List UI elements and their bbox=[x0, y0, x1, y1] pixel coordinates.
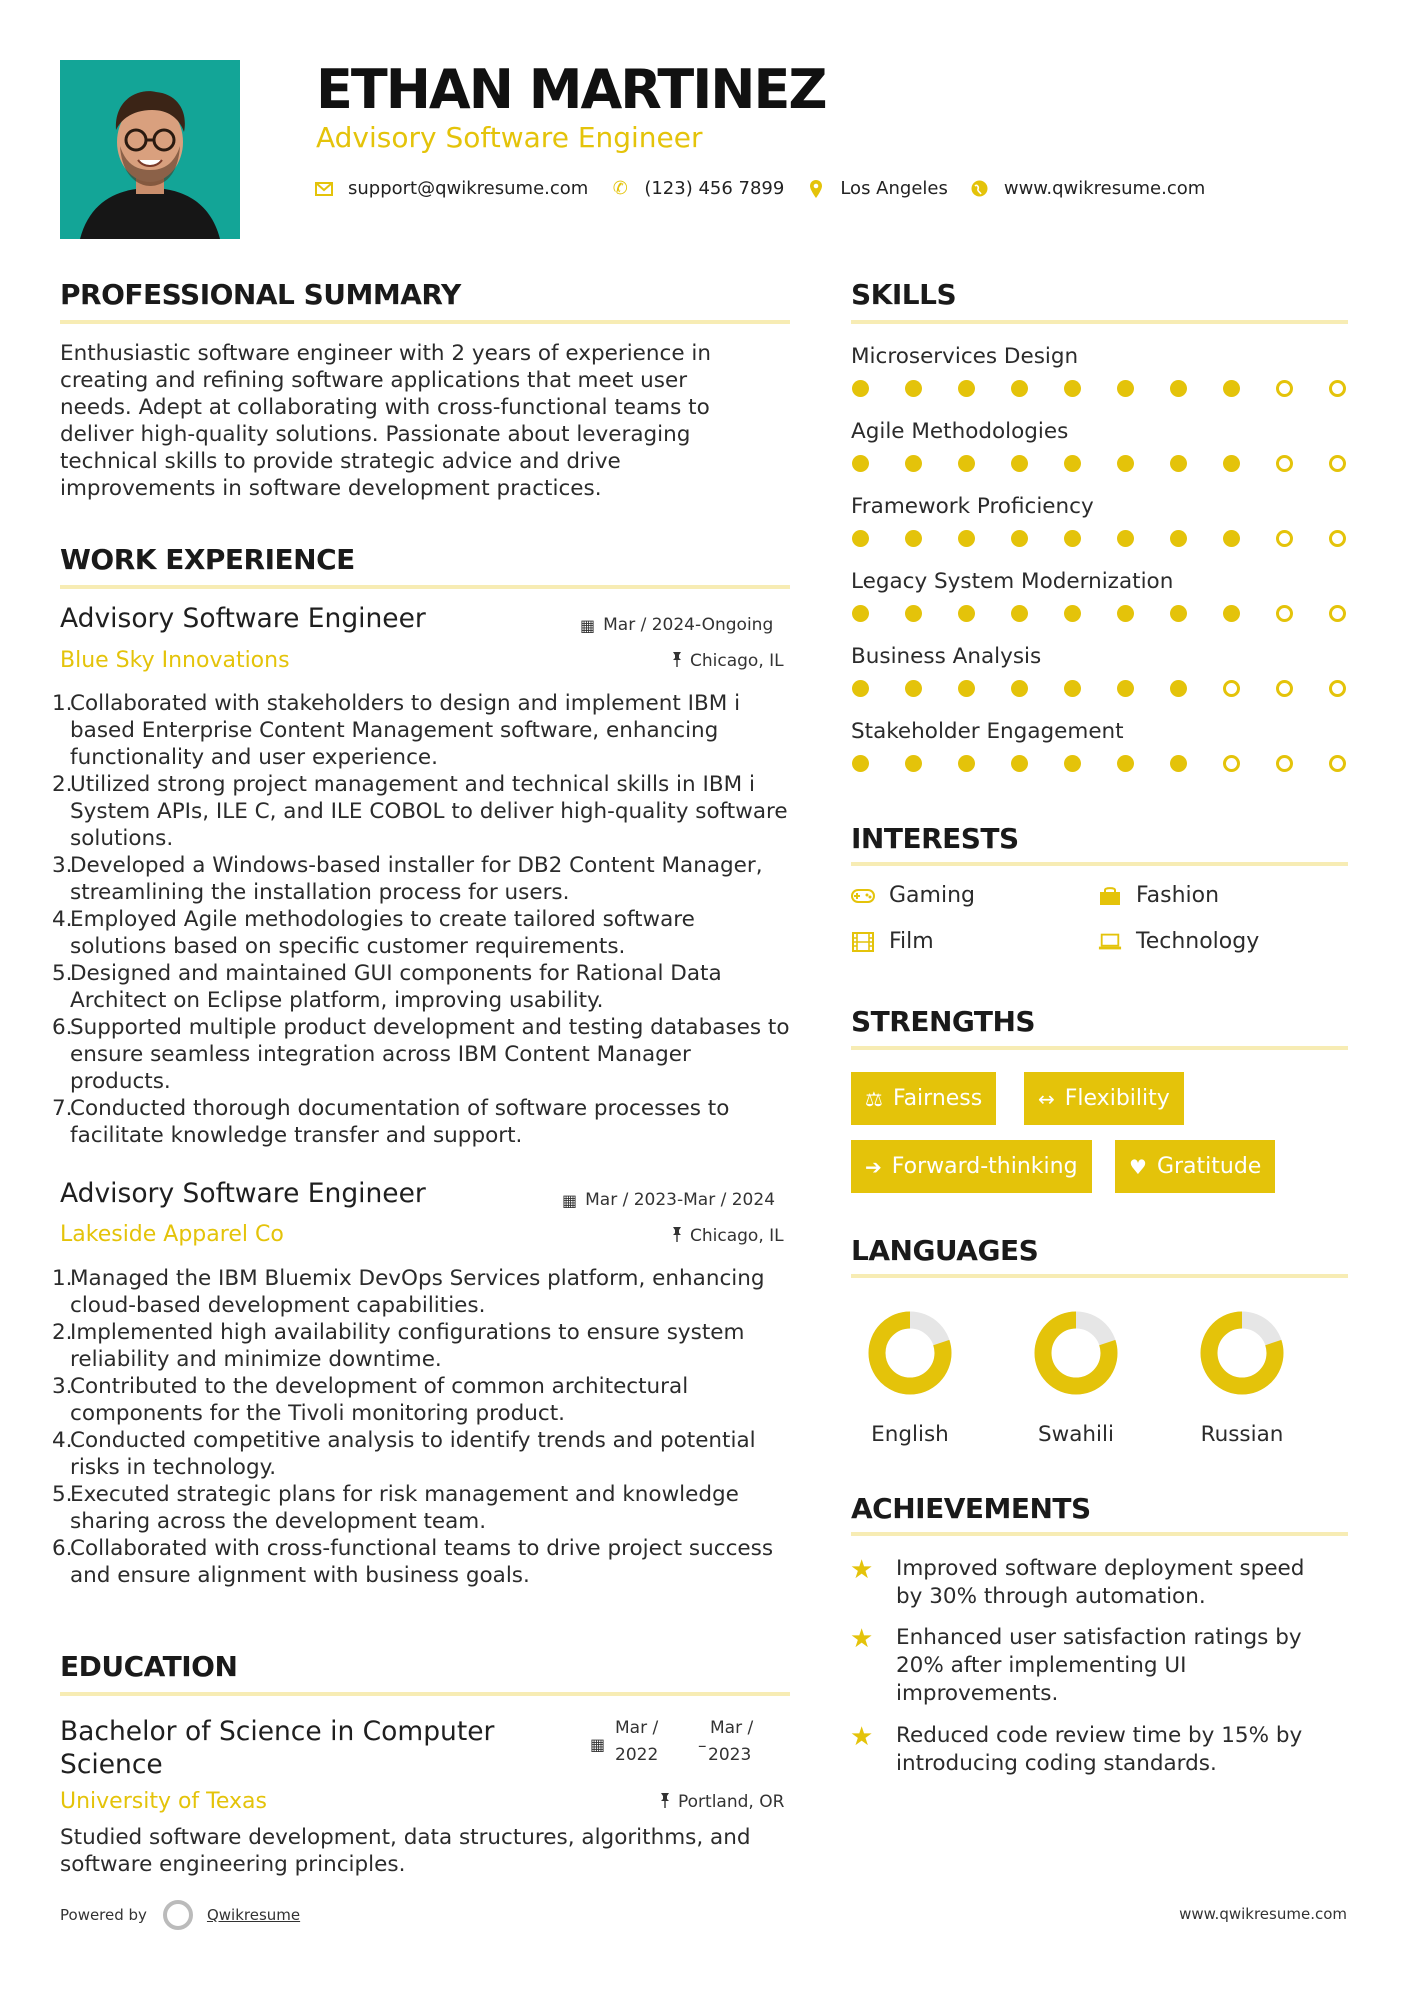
job-location-text: Chicago, IL bbox=[690, 651, 784, 671]
job-title: Advisory Software Engineer bbox=[60, 603, 426, 634]
skill-dot-filled bbox=[1117, 530, 1134, 547]
strengths-heading: STRENGTHS bbox=[851, 1005, 1036, 1038]
education-heading: EDUCATION bbox=[60, 1650, 238, 1683]
list-item: 3. Developed a Windows-based installer for DB2 Content Manager, streamlining the installation process for users. bbox=[52, 853, 763, 905]
degree-line-1: Bachelor of Science in Computer bbox=[60, 1716, 495, 1747]
list-item: 4. Employed Agile methodologies to create tailored software solutions based on specific customer requirements. bbox=[52, 907, 695, 959]
list-item: 2. Implemented high availability configurations to ensure system reliability and minimize downtime. bbox=[52, 1320, 745, 1372]
skill-label: Stakeholder Engagement bbox=[851, 719, 1124, 744]
skill-dot-empty bbox=[1276, 605, 1293, 622]
education-location-text: Portland, OR bbox=[678, 1792, 785, 1812]
achievement-text: Enhanced user satisfaction ratings by 20% after implementing UI improvements. bbox=[896, 1625, 1302, 1706]
interest-label: Technology bbox=[1136, 929, 1260, 954]
globe-icon bbox=[970, 180, 990, 197]
language-donut bbox=[1199, 1310, 1285, 1396]
languages-heading: LANGUAGES bbox=[851, 1234, 1039, 1267]
skill-label: Microservices Design bbox=[851, 344, 1079, 369]
skill-dot-filled bbox=[1064, 680, 1081, 697]
languages-divider bbox=[851, 1274, 1348, 1278]
skill-dot-filled bbox=[1064, 455, 1081, 472]
contact-bar bbox=[314, 178, 1227, 199]
calendar-icon: ▦ bbox=[590, 1735, 606, 1754]
heart-icon: ♥ bbox=[1129, 1154, 1147, 1179]
list-item: 5. Executed strategic plans for risk management and knowledge sharing across the development team. bbox=[52, 1482, 739, 1534]
strengths-divider bbox=[851, 1046, 1348, 1050]
job-dates bbox=[562, 1190, 775, 1210]
footer-url[interactable]: www.qwikresume.com bbox=[1179, 1905, 1347, 1923]
skill-dot-filled bbox=[905, 680, 922, 697]
skill-dot-empty bbox=[1329, 605, 1346, 622]
skill-dot-filled bbox=[958, 605, 975, 622]
skill-dot-filled bbox=[1117, 680, 1134, 697]
job-title: Advisory Software Engineer bbox=[60, 1178, 426, 1209]
skill-dot-filled bbox=[1011, 380, 1028, 397]
education-divider bbox=[60, 1692, 790, 1696]
job-dates-text: Mar / 2023-Mar / 2024 bbox=[585, 1190, 776, 1210]
language-label: Russian bbox=[1200, 1422, 1284, 1447]
language-item bbox=[850, 1310, 970, 1447]
skill-dot-filled bbox=[852, 680, 869, 697]
job-location bbox=[672, 1226, 784, 1246]
education-start-year: 2022 bbox=[615, 1745, 659, 1765]
skill-dot-filled bbox=[1011, 455, 1028, 472]
list-item: 7. Conducted thorough documentation of software processes to facilitate knowledge transfer and support. bbox=[52, 1096, 730, 1148]
skill-dot-filled bbox=[1064, 530, 1081, 547]
skills-divider bbox=[851, 320, 1348, 324]
job-dates-text: Mar / 2024-Ongoing bbox=[603, 615, 774, 635]
interest-technology bbox=[1098, 929, 1259, 954]
list-item: 1. Collaborated with stakeholders to design and implement IBM i based Enterprise Content Management software, enhancing functionality and user experience. bbox=[52, 691, 741, 770]
interest-label: Gaming bbox=[889, 883, 975, 908]
balance-scale-icon: ⚖ bbox=[865, 1086, 883, 1111]
skill-dot-filled bbox=[1117, 455, 1134, 472]
qwikresume-logo-icon bbox=[163, 1900, 193, 1930]
skill-dot-empty bbox=[1223, 680, 1240, 697]
gamepad-icon bbox=[851, 889, 875, 903]
skill-dot-filled bbox=[1170, 755, 1187, 772]
language-item bbox=[1182, 1310, 1302, 1447]
strength-fairness bbox=[851, 1072, 996, 1125]
skill-dot-filled bbox=[1064, 755, 1081, 772]
pushpin-icon bbox=[672, 651, 682, 671]
interests-heading: INTERESTS bbox=[851, 822, 1019, 855]
arrow-right-icon: ➔ bbox=[865, 1154, 882, 1179]
shopping-bag-icon bbox=[1098, 886, 1122, 906]
skill-dot-empty bbox=[1223, 755, 1240, 772]
list-item: 1. Managed the IBM Bluemix DevOps Services platform, enhancing cloud-based development capabilities. bbox=[52, 1266, 765, 1318]
interest-label: Fashion bbox=[1136, 883, 1220, 908]
skill-dot-empty bbox=[1276, 530, 1293, 547]
achievement-text: Improved software deployment speed by 30% through automation. bbox=[896, 1556, 1305, 1609]
job-company: Blue Sky Innovations bbox=[60, 648, 290, 673]
skill-rating bbox=[852, 380, 1346, 397]
skills-heading: SKILLS bbox=[851, 278, 957, 311]
skill-dot-filled bbox=[1117, 605, 1134, 622]
interest-fashion bbox=[1098, 883, 1219, 908]
skill-rating bbox=[852, 530, 1346, 547]
list-item: 6. Supported multiple product development and testing databases to ensure seamless integration across IBM Content Manager products. bbox=[52, 1015, 790, 1094]
contact-website[interactable]: www.qwikresume.com bbox=[1003, 178, 1206, 199]
skill-dot-filled bbox=[958, 755, 975, 772]
language-donut bbox=[1033, 1310, 1119, 1396]
skill-dot-empty bbox=[1329, 680, 1346, 697]
education-school: University of Texas bbox=[60, 1789, 267, 1814]
skill-rating bbox=[852, 455, 1346, 472]
map-marker-icon bbox=[806, 180, 826, 198]
contact-location: Los Angeles bbox=[840, 178, 948, 199]
skill-dot-filled bbox=[852, 755, 869, 772]
strength-label: Forward-thinking bbox=[891, 1154, 1078, 1179]
job-location bbox=[672, 651, 784, 671]
achievement-item bbox=[850, 1624, 1330, 1708]
skill-dot-filled bbox=[852, 605, 869, 622]
date-separator: – bbox=[698, 1736, 707, 1756]
profile-photo bbox=[60, 60, 240, 239]
skill-rating bbox=[852, 755, 1346, 772]
strength-gratitude bbox=[1115, 1140, 1275, 1193]
language-item bbox=[1016, 1310, 1136, 1447]
skill-dot-filled bbox=[1170, 530, 1187, 547]
candidate-name: ETHAN MARTINEZ bbox=[316, 58, 826, 121]
list-item: 3. Contributed to the development of common architectural components for the Tivoli monitoring product. bbox=[52, 1374, 689, 1426]
skill-dot-filled bbox=[905, 455, 922, 472]
skill-dot-filled bbox=[1064, 380, 1081, 397]
powered-by-label: Powered by bbox=[60, 1906, 147, 1924]
job-bullets bbox=[52, 1265, 792, 1589]
skill-dot-filled bbox=[958, 380, 975, 397]
star-icon: ★ bbox=[850, 1624, 874, 1654]
interests-divider bbox=[851, 862, 1348, 866]
strength-label: Fairness bbox=[892, 1086, 983, 1111]
strength-flexibility bbox=[1024, 1072, 1184, 1125]
star-icon: ★ bbox=[850, 1555, 874, 1585]
skill-dot-empty bbox=[1276, 455, 1293, 472]
skill-dot-filled bbox=[1170, 605, 1187, 622]
calendar-icon: ▦ bbox=[580, 615, 596, 635]
list-item: 2. Utilized strong project management and technical skills in IBM i System APIs, ILE C, and ILE COBOL to deliver high-quality software solutions. bbox=[52, 772, 788, 851]
arrows-horizontal-icon: ↔ bbox=[1038, 1086, 1055, 1111]
skill-label: Legacy System Modernization bbox=[851, 569, 1174, 594]
skill-dot-filled bbox=[852, 455, 869, 472]
footer-powered-by bbox=[60, 1900, 300, 1930]
skill-dot-filled bbox=[1011, 755, 1028, 772]
skill-dot-filled bbox=[1117, 380, 1134, 397]
language-donut bbox=[867, 1310, 953, 1396]
education-end-year: 2023 bbox=[708, 1745, 752, 1765]
experience-heading: WORK EXPERIENCE bbox=[60, 543, 355, 576]
skill-dot-empty bbox=[1329, 455, 1346, 472]
skill-dot-filled bbox=[1223, 455, 1240, 472]
interest-film bbox=[851, 929, 934, 954]
experience-divider bbox=[60, 585, 790, 589]
contact-email[interactable]: support@qwikresume.com bbox=[348, 178, 589, 199]
achievement-item bbox=[850, 1722, 1330, 1778]
laptop-icon bbox=[1098, 933, 1122, 951]
skill-dot-filled bbox=[1011, 530, 1028, 547]
achievements-heading: ACHIEVEMENTS bbox=[851, 1492, 1091, 1525]
achievements-divider bbox=[851, 1532, 1348, 1536]
skill-dot-filled bbox=[1011, 680, 1028, 697]
skill-dot-filled bbox=[1223, 530, 1240, 547]
star-icon: ★ bbox=[850, 1722, 874, 1752]
achievement-text: Reduced code review time by 15% by introducing coding standards. bbox=[896, 1723, 1303, 1776]
job-company: Lakeside Apparel Co bbox=[60, 1222, 284, 1247]
language-label: English bbox=[871, 1422, 949, 1447]
skill-label: Framework Proficiency bbox=[851, 494, 1094, 519]
job-bullets bbox=[52, 690, 792, 1149]
skill-dot-empty bbox=[1276, 755, 1293, 772]
skill-dot-empty bbox=[1276, 380, 1293, 397]
skill-dot-filled bbox=[905, 380, 922, 397]
education-start-month: Mar / bbox=[615, 1718, 659, 1738]
skill-dot-filled bbox=[905, 530, 922, 547]
interest-gaming bbox=[851, 883, 975, 908]
skill-dot-filled bbox=[905, 755, 922, 772]
strength-label: Flexibility bbox=[1064, 1086, 1170, 1111]
contact-phone: (123) 456 7899 bbox=[644, 178, 785, 199]
language-label: Swahili bbox=[1038, 1422, 1114, 1447]
skill-dot-filled bbox=[1223, 380, 1240, 397]
skill-dot-filled bbox=[1011, 605, 1028, 622]
achievement-item bbox=[850, 1555, 1330, 1611]
degree-line-2: Science bbox=[60, 1749, 163, 1780]
skill-dot-filled bbox=[1117, 755, 1134, 772]
pushpin-icon bbox=[672, 1226, 682, 1246]
phone-icon: ✆ bbox=[612, 178, 628, 199]
skill-dot-filled bbox=[1170, 380, 1187, 397]
list-item: 4. Conducted competitive analysis to identify trends and potential risks in technology. bbox=[52, 1428, 756, 1480]
education-end-month: Mar / bbox=[710, 1718, 754, 1738]
strength-label: Gratitude bbox=[1156, 1154, 1262, 1179]
skill-dot-filled bbox=[958, 680, 975, 697]
summary-heading: PROFESSIONAL SUMMARY bbox=[60, 278, 461, 311]
summary-text: Enthusiastic software engineer with 2 years of experience in creating and refining software applications that meet user needs. Adept at collaborating with cross-functional teams to deliver high-quality solutions. Passionate about leveraging technical skills to provide strategic advice and drive improvements in software development practices. bbox=[60, 341, 712, 501]
brand-link[interactable]: Qwikresume bbox=[206, 1906, 301, 1924]
skill-dot-filled bbox=[1170, 455, 1187, 472]
skill-dot-empty bbox=[1329, 530, 1346, 547]
job-dates bbox=[580, 615, 773, 635]
calendar-icon: ▦ bbox=[562, 1190, 578, 1210]
skill-dot-filled bbox=[852, 530, 869, 547]
envelope-icon bbox=[314, 182, 334, 196]
skill-rating bbox=[852, 680, 1346, 697]
candidate-title: Advisory Software Engineer bbox=[316, 121, 703, 154]
strength-forward-thinking bbox=[851, 1140, 1092, 1193]
skill-label: Agile Methodologies bbox=[851, 419, 1069, 444]
pushpin-icon bbox=[660, 1792, 670, 1812]
skill-dot-filled bbox=[1170, 680, 1187, 697]
skill-dot-filled bbox=[958, 530, 975, 547]
film-icon bbox=[851, 932, 875, 952]
skill-dot-filled bbox=[852, 380, 869, 397]
skill-dot-empty bbox=[1329, 380, 1346, 397]
list-item: 5. Designed and maintained GUI components for Rational Data Architect on Eclipse platform, improving usability. bbox=[52, 961, 722, 1013]
summary-divider bbox=[60, 320, 790, 324]
interest-label: Film bbox=[889, 929, 934, 954]
skill-rating bbox=[852, 605, 1346, 622]
skill-dot-filled bbox=[958, 455, 975, 472]
skill-dot-empty bbox=[1329, 755, 1346, 772]
skill-dot-filled bbox=[1064, 605, 1081, 622]
skill-dot-filled bbox=[1223, 605, 1240, 622]
skill-label: Business Analysis bbox=[851, 644, 1042, 669]
education-location bbox=[660, 1792, 784, 1812]
job-location-text: Chicago, IL bbox=[690, 1226, 784, 1246]
education-description: Studied software development, data structures, algorithms, and software engineering principles. bbox=[60, 1825, 751, 1877]
skill-dot-empty bbox=[1276, 680, 1293, 697]
skill-dot-filled bbox=[905, 605, 922, 622]
list-item: 6. Collaborated with cross-functional teams to drive project success and ensure alignment with business goals. bbox=[52, 1536, 774, 1588]
